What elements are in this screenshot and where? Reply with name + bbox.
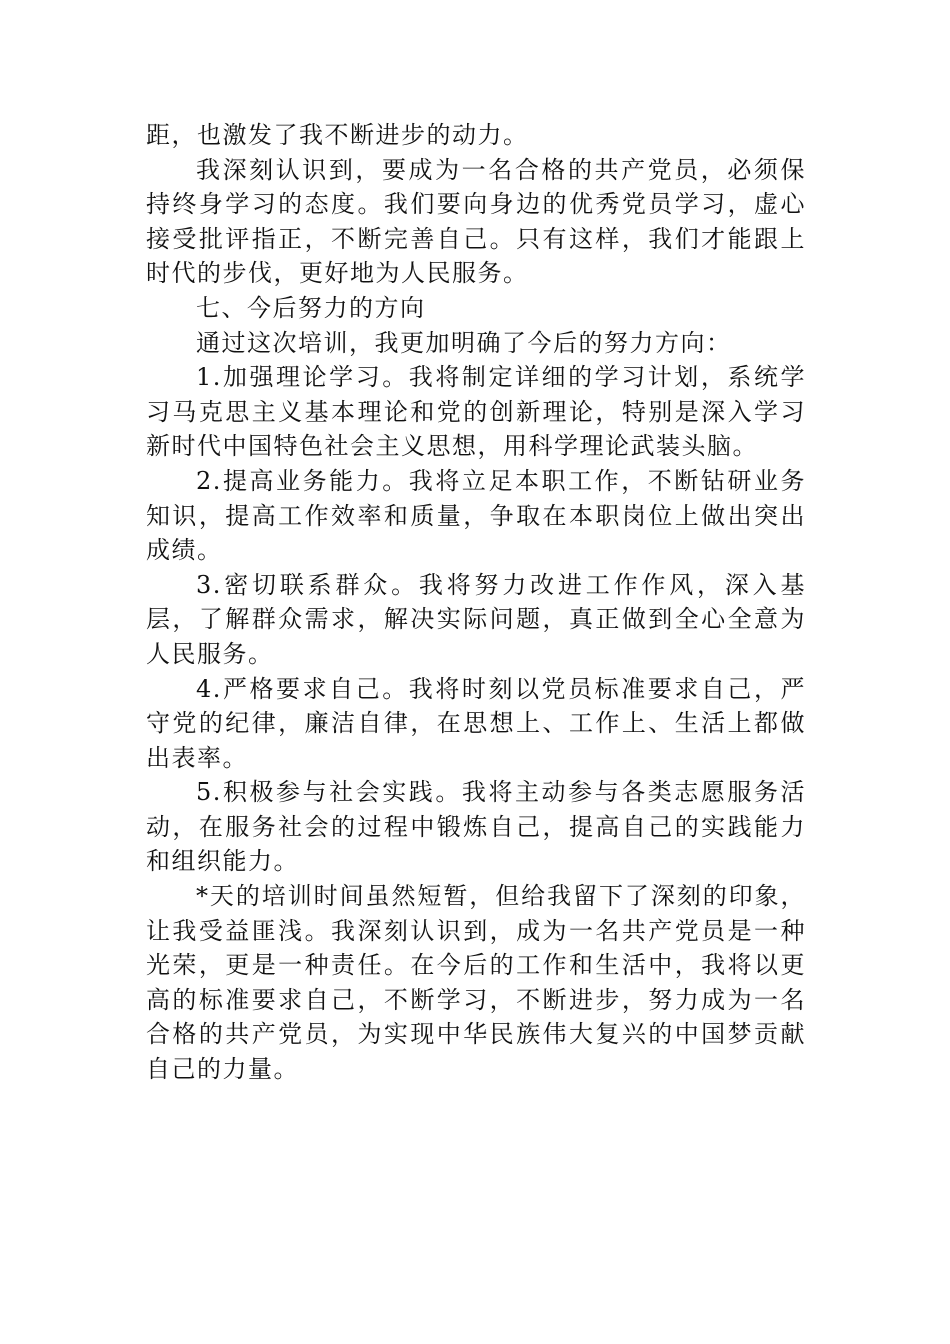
body-paragraph: 我深刻认识到，要成为一名合格的共产党员，必须保持终身学习的态度。我们要向身边的优秀党员学习，虚心接受批评指正，不断完善自己。只有这样，我们才能跟上时代的步伐，更好地为人民服务。 <box>146 155 806 288</box>
conclusion-paragraph: *天的培训时间虽然短暂，但给我留下了深刻的印象，让我受益匪浅。我深刻认识到，成为一名共产党员是一种光荣，更是一种责任。在今后的工作和生活中，我将以更高的标准要求自己，不断学习，不断进步，努力成为一名合格的共产党员，为实现中华民族伟大复兴的中国梦贡献自己的力量。 <box>146 882 806 1084</box>
document-page <box>146 118 806 1087</box>
intro-paragraph: 通过这次培训，我更加明确了今后的努力方向： <box>196 328 732 357</box>
list-item: 3.密切联系群众。我将努力改进工作作风，深入基层，了解群众需求，解决实际问题，真正做到全心全意为人民服务。 <box>146 570 806 668</box>
section-heading: 七、今后努力的方向 <box>196 293 426 322</box>
list-item: 5.积极参与社会实践。我将主动参与各类志愿服务活动，在服务社会的过程中锻炼自己，提高自己的实践能力和组织能力。 <box>146 778 806 876</box>
list-item: 4.严格要求自己。我将时刻以党员标准要求自己，严守党的纪律，廉洁自律，在思想上、工作上、生活上都做出表率。 <box>146 674 806 772</box>
list-item: 1.加强理论学习。我将制定详细的学习计划，系统学习马克思主义基本理论和党的创新理论，特别是深入学习新时代中国特色社会主义思想，用科学理论武装头脑。 <box>146 363 806 461</box>
continued-paragraph: 距，也激发了我不断进步的动力。 <box>146 121 529 149</box>
list-item: 2.提高业务能力。我将立足本职工作，不断钻研业务知识，提高工作效率和质量，争取在本职岗位上做出突出成绩。 <box>146 466 806 565</box>
